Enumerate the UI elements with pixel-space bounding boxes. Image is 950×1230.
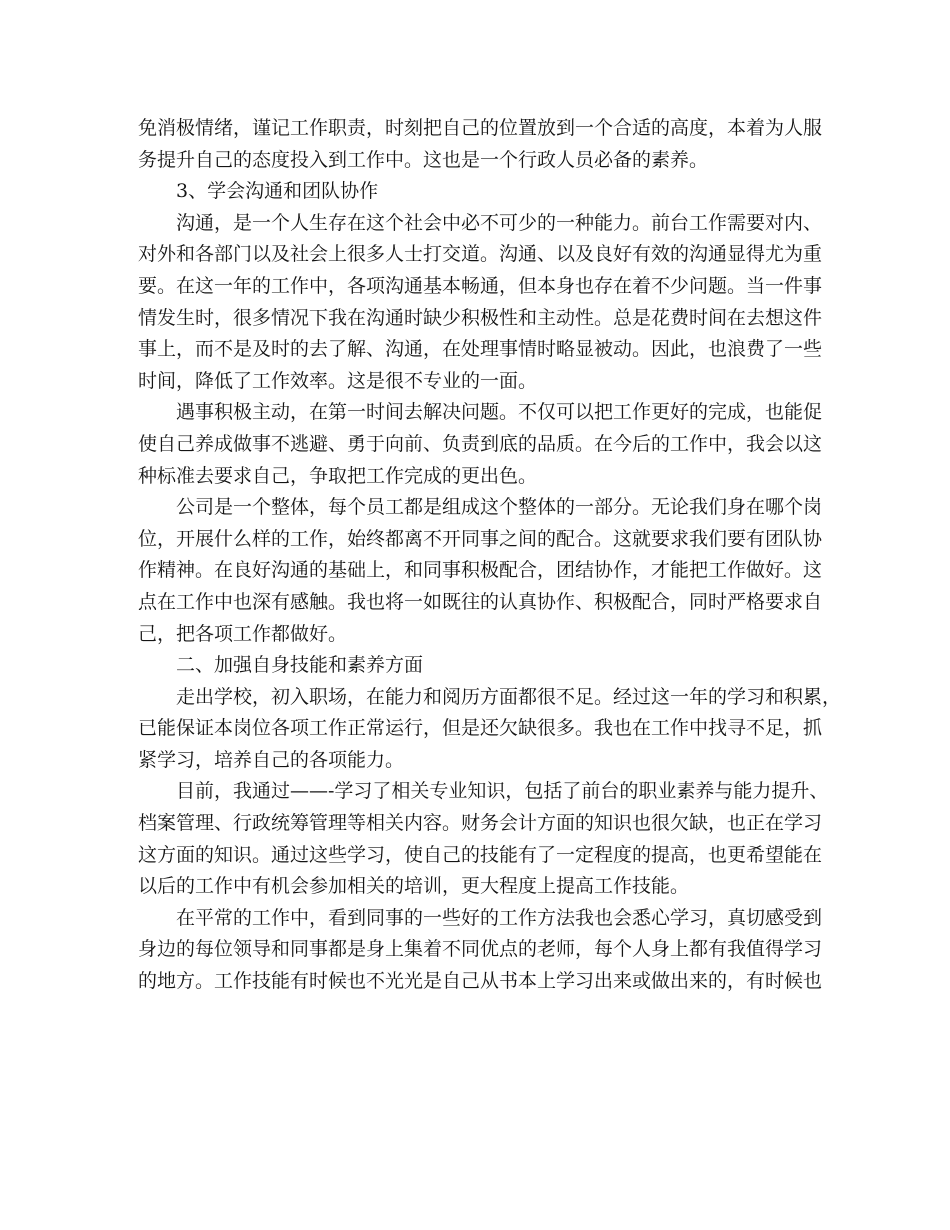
text-line: 档案管理、行政统筹管理等相关内容。财务会计方面的知识也很欠缺，也正在学习: [138, 812, 823, 835]
text-line: 身边的每位领导和同事都是身上集着不同优点的老师，每个人身上都有我值得学习: [138, 938, 823, 961]
section-heading: 二、加强自身技能和素养方面: [176, 654, 424, 677]
text-line: 遇事积极主动，在第一时间去解决问题。不仅可以把工作更好的完成，也能促: [176, 401, 823, 424]
text-line: 紧学习，培养自己的各项能力。: [138, 748, 405, 771]
text-line: 这方面的知识。通过这些学习，使自己的技能有了一定程度的提高，也更希望能在: [138, 843, 823, 866]
text-line: 使自己养成做事不逃避、勇于向前、负责到底的品质。在今后的工作中，我会以这: [138, 432, 823, 455]
section-heading: 3、学会沟通和团队协作: [176, 180, 379, 203]
text-line: 点在工作中也深有感触。我也将一如既往的认真协作、积极配合，同时严格要求自: [138, 590, 823, 613]
text-line: 作精神。在良好沟通的基础上，和同事积极配合，团结协作，才能把工作做好。这: [138, 559, 823, 582]
text-line: 的地方。工作技能有时候也不光光是自己从书本上学习出来或做出来的，有时候也: [138, 970, 823, 993]
text-line: 己，把各项工作都做好。: [138, 622, 348, 645]
text-line: 位，开展什么样的工作，始终都离不开同事之间的配合。这就要求我们要有团队协: [138, 527, 823, 550]
text-line: 种标准去要求自己，争取把工作完成的更出色。: [138, 464, 538, 487]
text-line: 以后的工作中有机会参加相关的培训，更大程度上提高工作技能。: [138, 875, 690, 898]
text-line: 在平常的工作中，看到同事的一些好的工作方法我也会悉心学习，真切感受到: [176, 906, 823, 929]
text-line: 公司是一个整体，每个员工都是组成这个整体的一部分。无论我们身在哪个岗: [176, 496, 823, 519]
text-line: 已能保证本岗位各项工作正常运行，但是还欠缺很多。我也在工作中找寻不足，抓: [138, 717, 823, 740]
text-line: 务提升自己的态度投入到工作中。这也是一个行政人员必备的素养。: [138, 148, 709, 171]
text-line: 目前，我通过——-学习了相关专业知识，包括了前台的职业素养与能力提升、: [176, 780, 829, 803]
document-body: [138, 113, 842, 998]
text-line: 情发生时，很多情况下我在沟通时缺少积极性和主动性。总是花费时间在去想这件: [138, 306, 823, 329]
text-line: 沟通，是一个人生存在这个社会中必不可少的一种能力。前台工作需要对内、: [176, 211, 823, 234]
text-line: 要。在这一年的工作中，各项沟通基本畅通，但本身也存在着不少问题。当一件事: [138, 274, 823, 297]
text-line: 对外和各部门以及社会上很多人士打交道。沟通、以及良好有效的沟通显得尤为重: [138, 243, 823, 266]
text-line: 时间，降低了工作效率。这是很不专业的一面。: [138, 369, 538, 392]
text-line: 走出学校，初入职场，在能力和阅历方面都很不足。经过这一年的学习和积累，: [176, 685, 842, 708]
text-line: 免消极情绪，谨记工作职责，时刻把自己的位置放到一个合适的高度，本着为人服: [138, 117, 823, 139]
text-line: 事上，而不是及时的去了解、沟通，在处理事情时略显被动。因此，也浪费了一些: [138, 338, 823, 361]
